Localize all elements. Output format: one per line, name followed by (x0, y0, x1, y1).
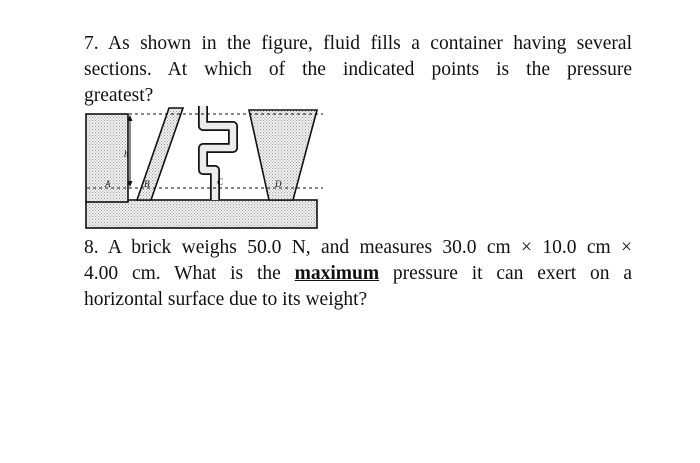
question-7-line-1: 7. As shown in the figure, fluid fills a container having several (84, 33, 632, 54)
label-b: B (144, 179, 150, 189)
question-8-line-2 (84, 261, 632, 287)
label-h: h (124, 149, 129, 159)
label-a: A (105, 179, 111, 189)
fluid-container-figure (83, 102, 323, 232)
emphasis-maximum: maximum (294, 263, 380, 284)
question-8-text-before: 4.00 cm. What is the (84, 263, 295, 284)
question-7-line-3: greatest? (84, 85, 154, 106)
question-8-line-1: 8. A brick weighs 50.0 N, and measures 30.0 cm × 10.0 cm × (84, 237, 632, 258)
fluid-container-diagram (83, 102, 323, 232)
funnel-section (249, 110, 317, 200)
container-base (86, 200, 317, 228)
question-7 (84, 31, 632, 109)
question-8-line-3: horizontal surface due to its weight? (84, 289, 368, 310)
question-8-text-after: pressure it can exert on a (379, 263, 632, 284)
question-7-line-2: sections. At which of the indicated points is the pressure (84, 59, 632, 80)
label-c: C (217, 177, 224, 187)
label-d: D (275, 179, 282, 189)
question-8 (84, 235, 632, 313)
